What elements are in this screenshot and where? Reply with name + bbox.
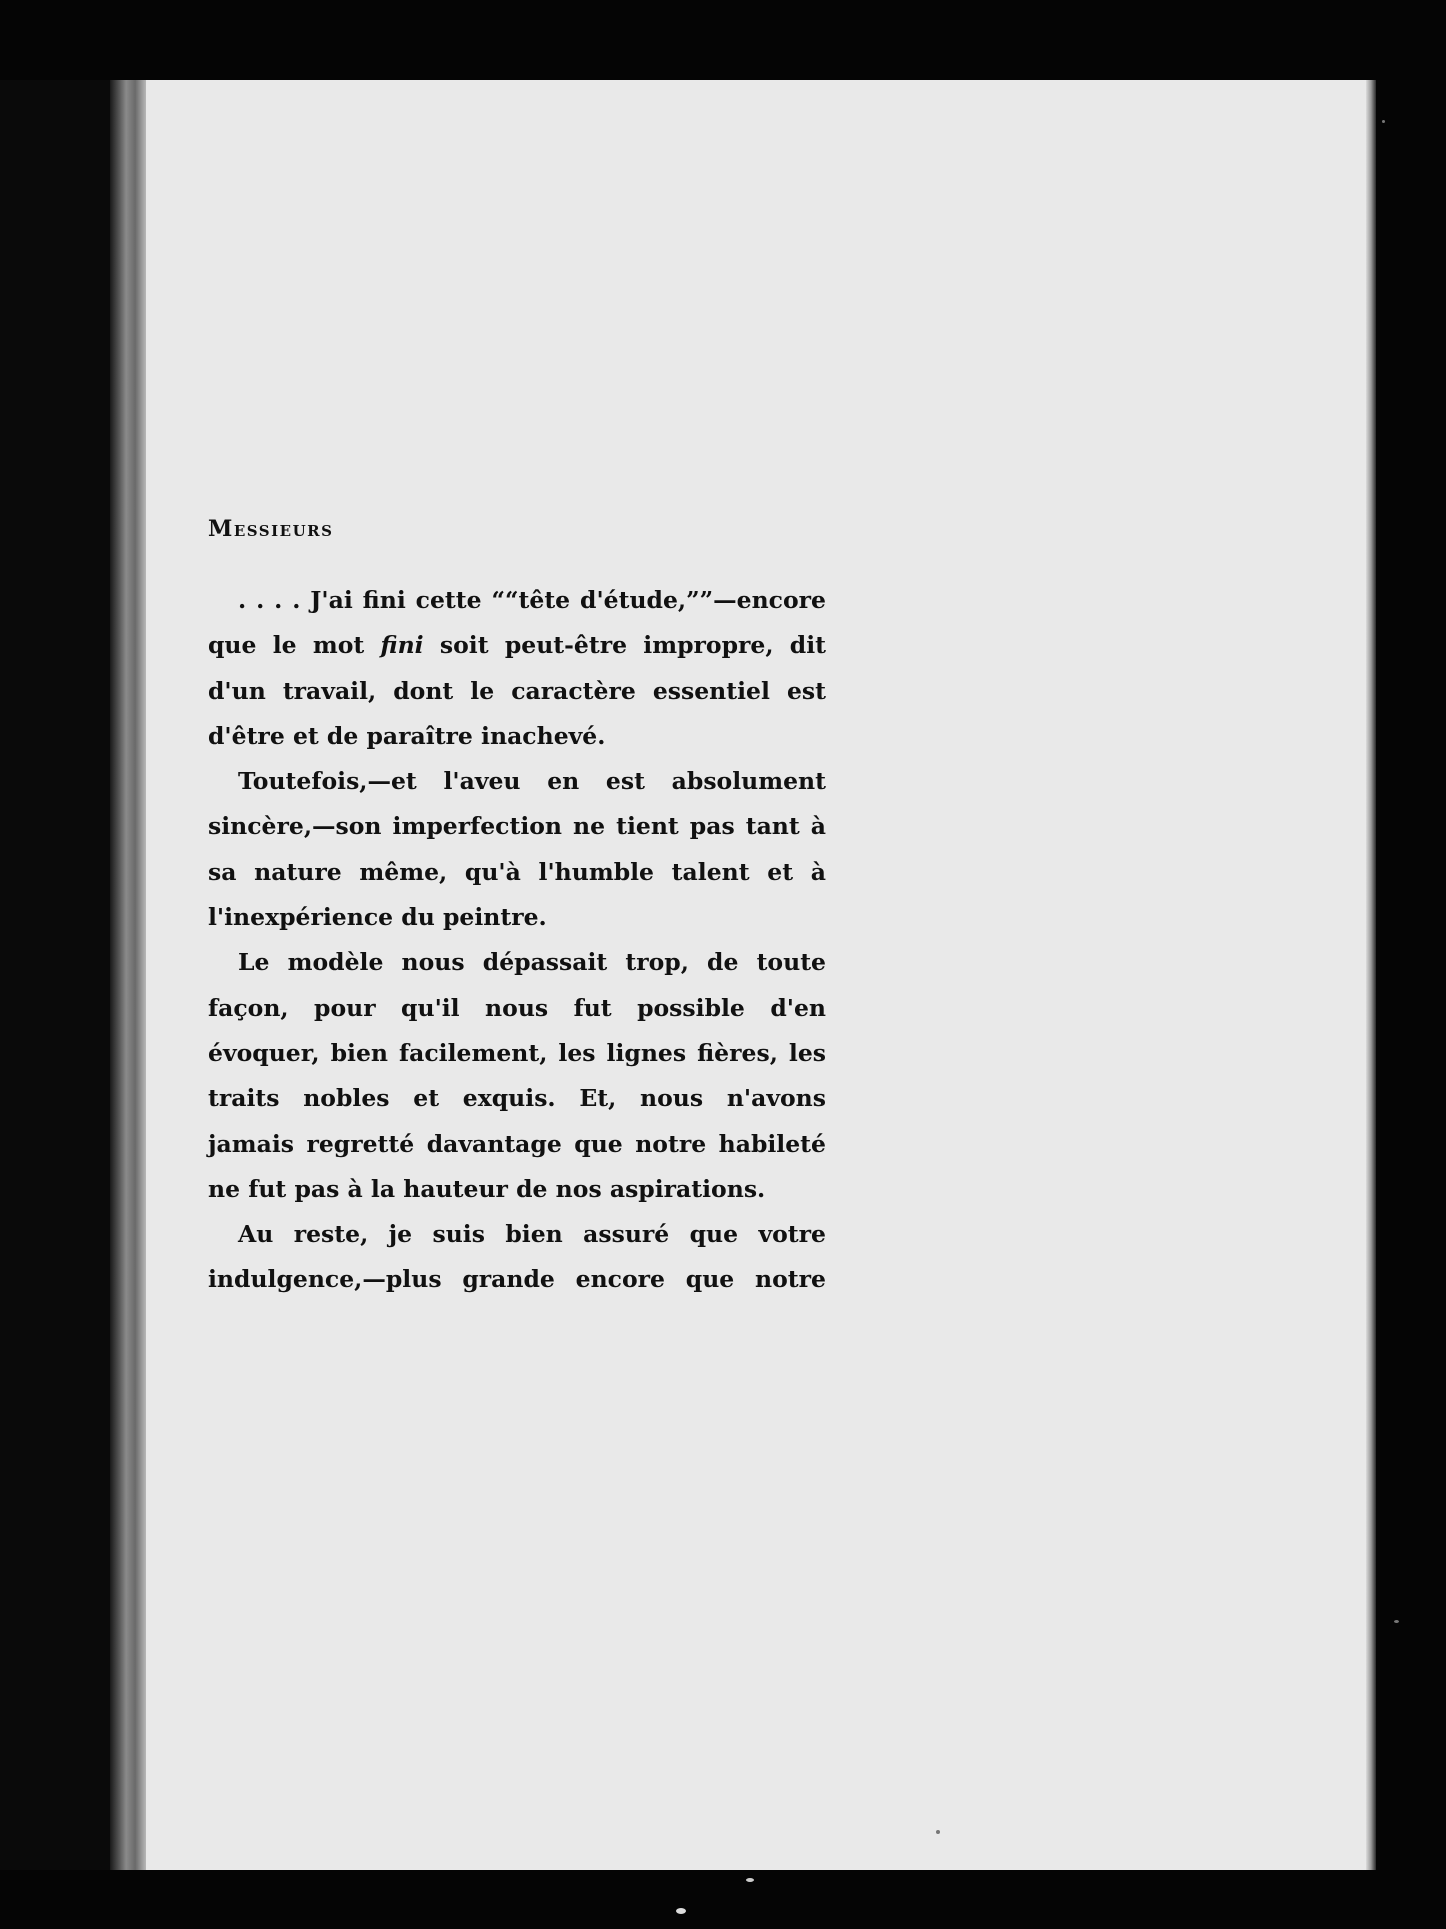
page-right-edge	[1366, 80, 1376, 1870]
dust-speck	[1382, 120, 1385, 123]
page-binding-edge	[110, 80, 146, 1870]
dust-speck	[1394, 1620, 1399, 1623]
paragraph-4: Au reste, je suis bien assuré que votre indulgence,—plus grande encore que notre	[208, 1220, 826, 1294]
paragraph-1-start: . . . . J'ai fini cette ““tête d'étude,””—encore que le mot	[208, 586, 826, 660]
dust-speck	[676, 1908, 686, 1914]
paragraph-2: Toutefois,—et l'aveu en est absolument sincère,—son imperfection ne tient pas tant à sa nature même, qu'à l'humble talent et à l'inexpérience du peintre.	[208, 767, 826, 932]
paragraph-3: Le modèle nous dépassait trop, de toute façon, pour qu'il nous fut possible d'en évoquer, bien facilement, les lignes fières, les traits nobles et exquis. Et, nous n'avons jamais regretté davantage que notre habileté ne fut pas à la hauteur de nos aspirations.	[208, 948, 826, 1203]
paragraph-1-emphasis: fini	[380, 631, 424, 660]
paragraph-1	[208, 578, 826, 759]
left-dark-strip	[0, 80, 128, 1870]
salutation-heading: Messieurs	[208, 516, 334, 542]
dust-speck	[936, 1830, 940, 1834]
dust-speck	[746, 1878, 754, 1882]
paragraph-1-end: soit peut-être impropre, dit d'un travail, dont le caractère essentiel est d'être et de paraître inachevé.	[208, 631, 826, 750]
letter-text-block	[208, 516, 826, 1303]
